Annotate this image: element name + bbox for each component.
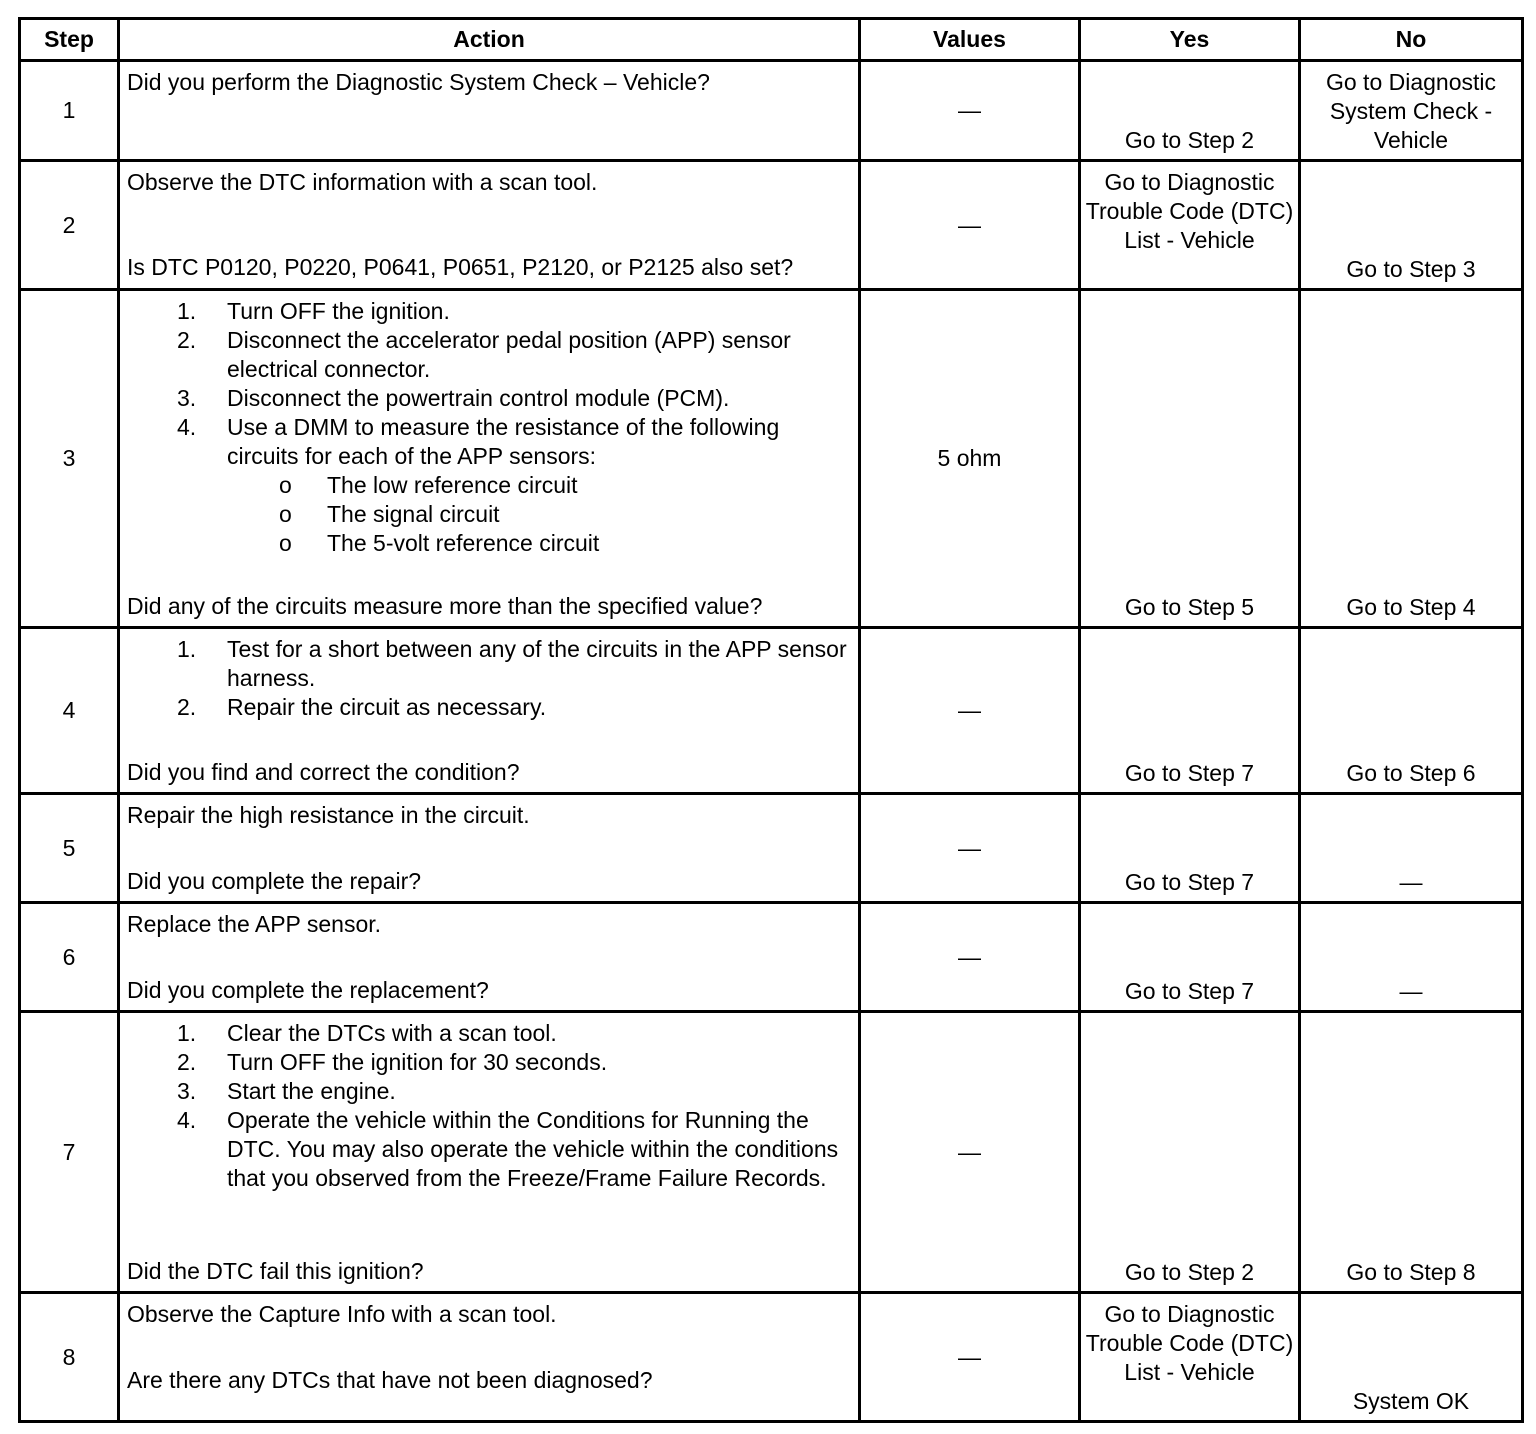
bullet-marker: o (279, 472, 292, 498)
list-number: 1. (177, 298, 197, 324)
table-row (20, 1293, 1523, 1422)
list-item (127, 693, 852, 722)
list-number: 4. (177, 1107, 197, 1133)
header-step: Step (20, 19, 119, 61)
diagnostic-table (18, 17, 1524, 1423)
list-text: Repair the circuit as necessary. (227, 694, 547, 720)
no-cell: System OK (1300, 1293, 1523, 1422)
no-cell: Go to Step 6 (1300, 628, 1523, 794)
values-cell: — (860, 1293, 1080, 1422)
list-text: Disconnect the powertrain control module (PCM). (227, 385, 730, 411)
yes-cell: Go to Diagnostic Trouble Code (DTC) List - Vehicle (1080, 161, 1300, 290)
table-row (20, 903, 1523, 1012)
action-question: Did you complete the replacement? (127, 977, 489, 1003)
list-item (127, 1048, 852, 1077)
list-number: 3. (177, 1078, 197, 1104)
table-row (20, 1012, 1523, 1293)
yes-cell: Go to Diagnostic Trouble Code (DTC) List - Vehicle (1080, 1293, 1300, 1422)
values-cell: 5 ohm (860, 290, 1080, 628)
action-cell (119, 794, 860, 903)
list-number: 1. (177, 636, 197, 662)
action-question: Did you complete the repair? (127, 868, 422, 894)
values-cell: — (860, 61, 1080, 161)
no-cell: — (1300, 903, 1523, 1012)
numbered-list (127, 1019, 852, 1193)
step-number: 4 (20, 628, 119, 794)
step-number: 3 (20, 290, 119, 628)
header-row (20, 19, 1523, 61)
list-item (127, 413, 852, 558)
yes-cell: Go to Step 2 (1080, 61, 1300, 161)
list-item (127, 1106, 852, 1193)
step-number: 2 (20, 161, 119, 290)
table-row (20, 628, 1523, 794)
list-text: Use a DMM to measure the resistance of the following circuits for each of the APP sensors: (227, 414, 780, 469)
action-cell (119, 1293, 860, 1422)
list-number: 2. (177, 694, 197, 720)
table-row (20, 161, 1523, 290)
list-item (127, 1019, 852, 1048)
list-number: 2. (177, 1049, 197, 1075)
action-intro: Replace the APP sensor. (127, 911, 382, 937)
no-cell: Go to Diagnostic System Check - Vehicle (1300, 61, 1523, 161)
no-cell: — (1300, 794, 1523, 903)
values-cell: — (860, 1012, 1080, 1293)
action-cell (119, 161, 860, 290)
step-number: 8 (20, 1293, 119, 1422)
yes-cell: Go to Step 7 (1080, 794, 1300, 903)
action-question: Are there any DTCs that have not been diagnosed? (127, 1367, 653, 1393)
header-action: Action (119, 19, 860, 61)
bullet-text: The signal circuit (327, 501, 500, 527)
bullet-marker: o (279, 501, 292, 527)
list-number: 4. (177, 414, 197, 440)
bullet-text: The 5-volt reference circuit (327, 530, 600, 556)
list-text: Turn OFF the ignition for 30 seconds. (227, 1049, 608, 1075)
table-row (20, 290, 1523, 628)
bullet-list (227, 471, 852, 558)
list-text: Turn OFF the ignition. (227, 298, 450, 324)
list-number: 1. (177, 1020, 197, 1046)
no-cell: Go to Step 8 (1300, 1012, 1523, 1293)
header-yes: Yes (1080, 19, 1300, 61)
bullet-item (227, 500, 852, 529)
action-cell (119, 628, 860, 794)
numbered-list (127, 635, 852, 722)
numbered-list (127, 297, 852, 558)
list-number: 3. (177, 385, 197, 411)
yes-cell: Go to Step 5 (1080, 290, 1300, 628)
action-cell (119, 61, 860, 161)
list-item (127, 635, 852, 693)
step-number: 7 (20, 1012, 119, 1293)
step-number: 5 (20, 794, 119, 903)
action-question: Did any of the circuits measure more than the specified value? (127, 593, 763, 619)
action-cell (119, 903, 860, 1012)
yes-cell: Go to Step 7 (1080, 903, 1300, 1012)
values-cell: — (860, 161, 1080, 290)
no-cell: Go to Step 4 (1300, 290, 1523, 628)
table-row (20, 794, 1523, 903)
action-cell (119, 290, 860, 628)
action-intro: Repair the high resistance in the circuit. (127, 802, 530, 828)
values-cell: — (860, 794, 1080, 903)
list-number: 2. (177, 327, 197, 353)
list-text: Operate the vehicle within the Conditions for Running the DTC. You may also operate the vehicle within the conditions that you observed from the Freeze/Frame Failure Records. (227, 1107, 839, 1191)
list-text: Disconnect the accelerator pedal position (APP) sensor electrical connector. (227, 327, 791, 382)
header-values: Values (860, 19, 1080, 61)
list-text: Start the engine. (227, 1078, 396, 1104)
bullet-marker: o (279, 530, 292, 556)
step-number: 1 (20, 61, 119, 161)
yes-cell: Go to Step 2 (1080, 1012, 1300, 1293)
list-item (127, 326, 852, 384)
action-cell (119, 1012, 860, 1293)
values-cell: — (860, 903, 1080, 1012)
bullet-text: The low reference circuit (327, 472, 578, 498)
list-item (127, 384, 852, 413)
bullet-item (227, 529, 852, 558)
list-item (127, 297, 852, 326)
action-intro: Did you perform the Diagnostic System Check – Vehicle? (127, 69, 710, 95)
action-intro: Observe the Capture Info with a scan tool. (127, 1301, 557, 1327)
action-question: Is DTC P0120, P0220, P0641, P0651, P2120, or P2125 also set? (127, 254, 794, 280)
no-cell: Go to Step 3 (1300, 161, 1523, 290)
list-item (127, 1077, 852, 1106)
step-number: 6 (20, 903, 119, 1012)
action-question: Did you find and correct the condition? (127, 759, 520, 785)
values-cell: — (860, 628, 1080, 794)
yes-cell: Go to Step 7 (1080, 628, 1300, 794)
list-text: Test for a short between any of the circuits in the APP sensor harness. (227, 636, 847, 691)
list-text: Clear the DTCs with a scan tool. (227, 1020, 557, 1046)
bullet-item (227, 471, 852, 500)
action-question: Did the DTC fail this ignition? (127, 1258, 424, 1284)
table-row (20, 61, 1523, 161)
action-intro: Observe the DTC information with a scan tool. (127, 169, 598, 195)
header-no: No (1300, 19, 1523, 61)
